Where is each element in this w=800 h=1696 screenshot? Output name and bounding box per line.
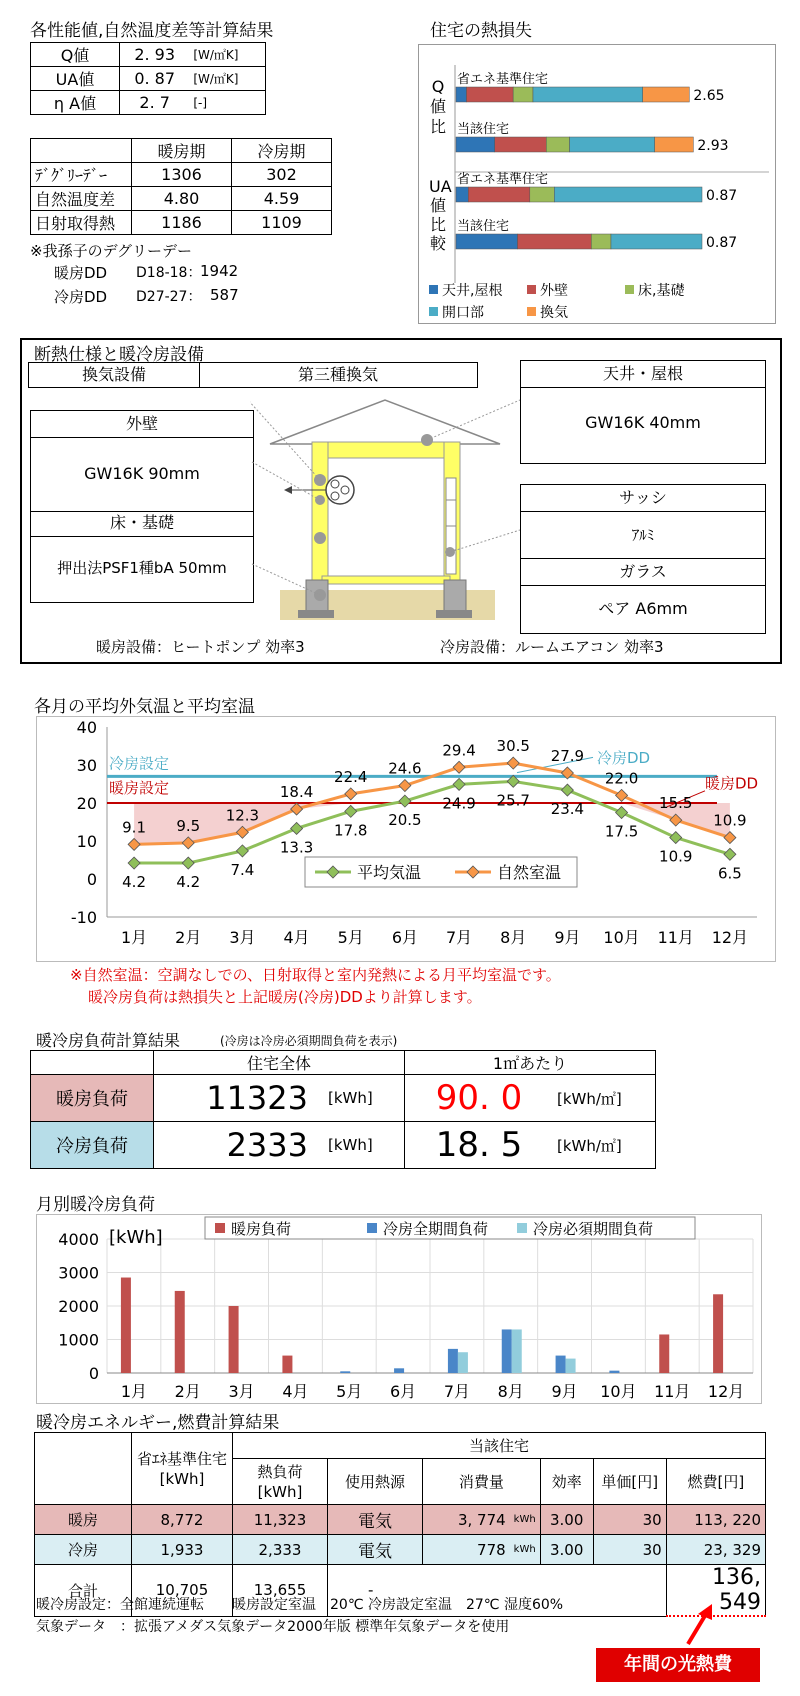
- x-tick-label: 5月: [337, 928, 364, 947]
- energy-total-cost: 136, 549: [666, 1565, 765, 1617]
- season-head-heat: 暖房期: [132, 139, 232, 163]
- bar-name: 省エネ基準住宅: [457, 72, 549, 87]
- y-tick-label: 40: [76, 718, 97, 737]
- bar: [659, 1334, 669, 1373]
- y-tick-label: 2000: [58, 1297, 99, 1316]
- bar: [340, 1371, 350, 1373]
- ua-label: UA値: [31, 67, 120, 91]
- solar-gain-label: 日射取得熱: [31, 211, 132, 235]
- glass-label: ガラス: [521, 559, 765, 586]
- temp-chart-title: 各月の平均外気温と平均室温: [34, 697, 255, 717]
- x-tick-label: 7月: [445, 928, 473, 947]
- temp-diff-cool: 4.59: [232, 187, 332, 211]
- temp-note-1: ※自然室温：空調なしでの、日射取得と室内発熱による月平均室温です。: [70, 966, 561, 984]
- legend-swatch: [527, 285, 536, 294]
- cool-load-total: 2333: [154, 1122, 325, 1169]
- loads-head-total: 住宅全体: [154, 1051, 405, 1075]
- x-tick-label: 4月: [282, 1382, 309, 1401]
- bar-segment: [456, 234, 518, 249]
- heat-load-label: 暖房負荷: [31, 1075, 154, 1122]
- cool-dd-label: 冷房DD: [597, 749, 651, 768]
- heat-dd-value: 1942: [200, 262, 239, 280]
- legend-swatch: [429, 307, 438, 316]
- data-label: 10.9: [659, 847, 693, 866]
- season-head-cool: 冷房期: [232, 139, 332, 163]
- energy-cool-load: 2,333: [233, 1535, 328, 1565]
- perf-title: 各性能値,自然温度差等計算結果: [30, 21, 274, 41]
- wall-box: [30, 410, 254, 512]
- energy-cool-eff: 3.00: [540, 1535, 593, 1565]
- energy-head-std: 省ｴﾈ基準住宅[kWh]: [132, 1433, 233, 1505]
- heat-load-per: 90. 0: [405, 1075, 554, 1122]
- y-tick-label: 0: [86, 870, 97, 889]
- legend-label: 開口部: [442, 305, 484, 321]
- heatloss-title: 住宅の熱損失: [430, 21, 532, 41]
- loads-title: 暖冷房負荷計算結果: [36, 1031, 181, 1050]
- heat-dd-label: 暖房DD: [54, 264, 108, 282]
- bar-total: 0.87: [706, 235, 738, 251]
- bar-segment: [643, 87, 690, 102]
- cool-load-unit: [kWh]: [324, 1122, 405, 1169]
- legend-label: 冷房必須期間負荷: [533, 1220, 654, 1238]
- cool-dd-label: 冷房DD: [54, 288, 108, 306]
- legend-label: 冷房全期間負荷: [383, 1220, 489, 1238]
- data-label: 13.3: [279, 838, 314, 857]
- x-tick-label: 8月: [500, 928, 527, 947]
- data-label: 24.9: [442, 794, 476, 813]
- data-label: 10.9: [713, 811, 747, 830]
- eta-value: 2. 7: [120, 91, 190, 115]
- perf-table: [30, 42, 266, 115]
- floor-label: 床・基礎: [31, 510, 253, 537]
- data-point: [453, 761, 465, 773]
- x-tick-label: 3月: [229, 928, 256, 947]
- data-label: 9.1: [122, 818, 147, 837]
- cool-load-label: 冷房負荷: [31, 1122, 154, 1169]
- energy-cool-cost: 23, 329: [666, 1535, 765, 1565]
- bar-segment: [495, 137, 547, 152]
- energy-footnote-1: 暖冷房設定：全館連続運転 暖房設定室温 20℃ 冷房設定室温 27℃ 湿度60%: [36, 1597, 564, 1613]
- ua-value: 0. 87: [120, 67, 190, 91]
- x-tick-label: 7月: [443, 1382, 471, 1401]
- annual-cost-badge: 年間の光熱費: [596, 1648, 760, 1682]
- heat-dd-area: [134, 803, 730, 844]
- bar: [713, 1294, 723, 1373]
- data-label: 12.3: [225, 806, 260, 825]
- data-label: 24.6: [388, 759, 422, 778]
- cool-set-label: 冷房設定: [109, 754, 170, 773]
- x-tick-label: 1月: [120, 1382, 148, 1401]
- energy-heat-load: 11,323: [233, 1505, 328, 1535]
- loads-table: [30, 1050, 656, 1169]
- ua-unit: [W/㎡K]: [189, 67, 265, 91]
- data-label: 4.2: [176, 873, 201, 892]
- energy-total-load: 13,655: [233, 1565, 328, 1617]
- x-tick-label: 8月: [497, 1382, 524, 1401]
- fan-icon: [326, 476, 354, 504]
- data-label: 22.0: [604, 769, 639, 788]
- eta-unit: [-]: [189, 91, 265, 115]
- x-tick-label: 3月: [228, 1382, 255, 1401]
- solar-gain-cool: 1109: [232, 211, 332, 235]
- bar: [282, 1356, 292, 1373]
- bar-name: 省エネ基準住宅: [457, 172, 549, 187]
- heat-load-total: 11323: [154, 1075, 325, 1122]
- energy-heat-use: 3, 774: [423, 1505, 510, 1535]
- q-ratio-label: Q値比: [429, 77, 446, 136]
- ua-compare-label: UA値比較: [429, 177, 452, 253]
- data-point: [453, 778, 465, 790]
- energy-heat-price: 30: [593, 1505, 666, 1535]
- vent-value: 第三種換気: [297, 365, 378, 384]
- data-label: 29.4: [442, 741, 476, 760]
- energy-head-blank: [35, 1433, 132, 1505]
- x-tick-label: 12月: [707, 1382, 745, 1401]
- heat-load-unit: [kWh]: [324, 1075, 405, 1122]
- eta-label: η A値: [31, 91, 120, 115]
- data-point: [291, 822, 303, 834]
- bar-segment: [611, 234, 702, 249]
- bar: [458, 1352, 468, 1373]
- bar-segment: [456, 87, 467, 102]
- x-tick-label: 11月: [654, 1382, 691, 1401]
- floor-value: 押出法PSF1種bA 50mm: [57, 559, 227, 577]
- monthly-chart-svg: [37, 1215, 761, 1403]
- legend-label: 自然室温: [497, 863, 562, 882]
- energy-head-eff: 効率: [540, 1459, 593, 1505]
- x-tick-label: 5月: [336, 1382, 363, 1401]
- bar-segment: [456, 187, 468, 202]
- legend-label: 天井,屋根: [442, 283, 503, 299]
- heat-dd-label: 暖房DD: [705, 774, 759, 793]
- bar-segment: [518, 234, 592, 249]
- floor-box: [30, 510, 254, 603]
- data-label: 22.4: [334, 767, 368, 786]
- data-label: 17.5: [604, 822, 639, 841]
- bar-total: 0.87: [706, 188, 738, 204]
- legend-swatch: [517, 1223, 527, 1233]
- x-tick-label: 4月: [283, 928, 310, 947]
- legend-label: 換気: [540, 305, 568, 321]
- cool-dd-value: 587: [210, 286, 239, 304]
- data-label: 30.5: [496, 737, 530, 756]
- data-point: [128, 857, 140, 869]
- data-point: [616, 807, 628, 819]
- roof-value: GW16K 40mm: [585, 413, 701, 432]
- bar-segment: [546, 137, 569, 152]
- x-tick-label: 6月: [391, 928, 419, 947]
- heat-set-label: 暖房設定: [109, 779, 170, 797]
- loads-title-note: (冷房は冷房必須期間負荷を表示): [220, 1034, 398, 1048]
- degree-day-label: ﾃﾞｸﾞﾘｰﾃﾞｰ: [31, 163, 132, 187]
- data-point: [345, 805, 357, 817]
- bar-segment: [655, 137, 694, 152]
- x-tick-label: 11月: [657, 928, 694, 947]
- sash-label: サッシ: [521, 485, 765, 512]
- legend-label: 外壁: [540, 283, 568, 299]
- energy-head-load: 熱負荷[kWh]: [233, 1459, 328, 1505]
- energy-cool-use: 778: [423, 1535, 510, 1565]
- heat-load-per-unit: [kWh/㎡]: [553, 1075, 656, 1122]
- loads-head-blank: [31, 1051, 154, 1075]
- data-label: 15.5: [659, 794, 693, 813]
- legend-swatch: [367, 1223, 377, 1233]
- cool-load-per: 18. 5: [405, 1122, 554, 1169]
- x-tick-label: 10月: [600, 1382, 637, 1401]
- cool-load-per-unit: [kWh/㎡]: [553, 1122, 656, 1169]
- bar-segment: [570, 137, 655, 152]
- data-point: [561, 784, 573, 796]
- heat-equipment: 暖房設備：ヒートポンプ 効率3: [96, 638, 305, 656]
- data-label: 25.7: [496, 791, 530, 810]
- roof-label: 天井・屋根: [521, 361, 765, 388]
- energy-heat-cost: 113, 220: [666, 1505, 765, 1535]
- y-tick-label: 4000: [58, 1230, 99, 1249]
- legend-swatch: [625, 285, 634, 294]
- bar-name: 当該住宅: [457, 219, 510, 234]
- data-point: [399, 795, 411, 807]
- energy-cool-label: 冷房: [35, 1535, 132, 1565]
- wall-label: 外壁: [31, 411, 253, 438]
- x-tick-label: 2月: [175, 928, 202, 947]
- bar: [229, 1306, 239, 1373]
- energy-footnote-2: 気象データ ：拡張アメダス気象データ2000年版 標準年気象データを使用: [36, 1619, 510, 1635]
- energy-head-cost: 燃費[円]: [666, 1459, 765, 1505]
- data-point: [236, 845, 248, 857]
- x-tick-label: 6月: [389, 1382, 417, 1401]
- y-tick-label: 10: [76, 832, 97, 851]
- bar: [512, 1329, 522, 1373]
- bar: [394, 1368, 404, 1373]
- energy-total-source: -: [328, 1565, 667, 1617]
- energy-total-label: 合計: [35, 1565, 132, 1617]
- data-label: 27.9: [550, 746, 585, 765]
- energy-heat-source: 電気: [328, 1505, 423, 1535]
- energy-table: [34, 1432, 766, 1617]
- season-table: [30, 138, 332, 235]
- data-point: [182, 857, 194, 869]
- season-head-blank: [31, 139, 132, 163]
- data-point: [345, 788, 357, 800]
- data-point: [507, 757, 519, 769]
- energy-total-std: 10,705: [132, 1565, 233, 1617]
- energy-head-price: 単価[円]: [593, 1459, 666, 1505]
- energy-head-target: 当該住宅: [233, 1433, 766, 1459]
- degree-day-heat: 1306: [132, 163, 232, 187]
- degree-day-cool: 302: [232, 163, 332, 187]
- data-label: 4.2: [122, 873, 147, 892]
- energy-title: 暖冷房エネルギー,燃費計算結果: [36, 1413, 280, 1433]
- bar-segment: [533, 87, 643, 102]
- sash-value: ｱﾙﾐ: [521, 512, 765, 559]
- temp-diff-heat: 4.80: [132, 187, 232, 211]
- bar: [609, 1371, 619, 1373]
- energy-heat-eff: 3.00: [540, 1505, 593, 1535]
- legend-label: 暖房負荷: [231, 1220, 292, 1238]
- sash-box: [520, 484, 766, 634]
- solar-gain-heat: 1186: [132, 211, 232, 235]
- x-tick-label: 9月: [554, 928, 581, 947]
- bar: [502, 1329, 512, 1373]
- legend-swatch: [527, 307, 536, 316]
- data-label: 17.8: [334, 821, 368, 840]
- bar-segment: [530, 187, 555, 202]
- y-axis-unit: [kWh]: [109, 1227, 163, 1248]
- bar: [448, 1349, 458, 1373]
- x-tick-label: 9月: [551, 1382, 578, 1401]
- spec-title: 断熱仕様と暖冷房設備: [34, 345, 204, 365]
- data-label: 6.5: [717, 864, 742, 883]
- roof-box: [520, 360, 766, 464]
- energy-heat-std: 8,772: [132, 1505, 233, 1535]
- x-tick-label: 1月: [120, 928, 148, 947]
- data-label: 7.4: [230, 860, 255, 879]
- arrow-icon: [680, 1604, 720, 1648]
- bar-segment: [513, 87, 533, 102]
- data-point: [616, 789, 628, 801]
- heatloss-chart: [418, 44, 776, 324]
- q-unit: [W/㎡K]: [189, 43, 265, 67]
- bar-total: 2.65: [693, 88, 725, 104]
- x-tick-label: 2月: [174, 1382, 201, 1401]
- y-tick-label: 0: [88, 1364, 99, 1383]
- data-point: [399, 780, 411, 792]
- data-label: 9.5: [176, 816, 201, 835]
- house-diagram: [250, 380, 520, 630]
- bar-name: 当該住宅: [457, 122, 510, 137]
- energy-cool-price: 30: [593, 1535, 666, 1565]
- bar: [175, 1291, 185, 1373]
- x-tick-label: 12月: [711, 928, 749, 947]
- energy-cool-std: 1,933: [132, 1535, 233, 1565]
- monthly-chart: [36, 1214, 762, 1404]
- cool-equipment: 冷房設備：ルームエアコン 効率3: [440, 638, 664, 656]
- energy-head-use: 消費量: [423, 1459, 541, 1505]
- monthly-title: 月別暖冷房負荷: [36, 1195, 155, 1215]
- energy-head-source: 使用熱源: [328, 1459, 423, 1505]
- bar: [566, 1359, 576, 1373]
- heat-dd-sub: D18-18：: [136, 265, 202, 281]
- legend-swatch: [429, 285, 438, 294]
- temp-chart-svg: [37, 717, 775, 961]
- legend-label: 床,基礎: [638, 283, 685, 299]
- glass-value: ペア A6mm: [598, 599, 688, 618]
- energy-cool-use-unit: kWh: [510, 1535, 541, 1565]
- bar-segment: [456, 137, 495, 152]
- y-tick-label: 1000: [58, 1330, 99, 1350]
- temp-chart: [36, 716, 776, 962]
- temp-note-2: 暖冷房負荷は熱損失と上記暖房(冷房)DDより計算します。: [88, 988, 482, 1006]
- energy-heat-label: 暖房: [35, 1505, 132, 1535]
- data-label: 18.4: [279, 783, 314, 802]
- heatloss-svg: [419, 45, 775, 323]
- cool-dd-sub: D27-27：: [136, 289, 202, 305]
- vent-label: 換気設備: [29, 363, 200, 387]
- legend-label: 平均気温: [357, 863, 422, 882]
- degree-note: ※我孫子のデグリーデー: [30, 242, 192, 260]
- temp-diff-label: 自然温度差: [31, 187, 132, 211]
- q-value: 2. 93: [120, 43, 190, 67]
- q-label: Q値: [31, 43, 120, 67]
- loads-head-per: 1㎡あたり: [405, 1051, 656, 1075]
- bar-segment: [554, 187, 702, 202]
- y-tick-label: 30: [76, 756, 97, 775]
- x-tick-label: 10月: [603, 928, 640, 947]
- data-label: 20.5: [388, 811, 422, 830]
- wall-value: GW16K 90mm: [84, 464, 200, 483]
- bar-total: 2.93: [697, 138, 729, 154]
- y-tick-label: 3000: [58, 1263, 99, 1283]
- bar-segment: [591, 234, 611, 249]
- data-point: [670, 832, 682, 844]
- bar-segment: [468, 187, 530, 202]
- bar-segment: [467, 87, 514, 102]
- bar: [121, 1278, 131, 1373]
- data-label: 23.4: [550, 800, 585, 819]
- energy-heat-use-unit: kWh: [510, 1505, 541, 1535]
- bar: [556, 1356, 566, 1373]
- legend-swatch: [215, 1223, 225, 1233]
- energy-cool-source: 電気: [328, 1535, 423, 1565]
- y-tick-label: -10: [70, 908, 97, 927]
- y-tick-label: 20: [76, 794, 97, 813]
- data-point: [724, 848, 736, 860]
